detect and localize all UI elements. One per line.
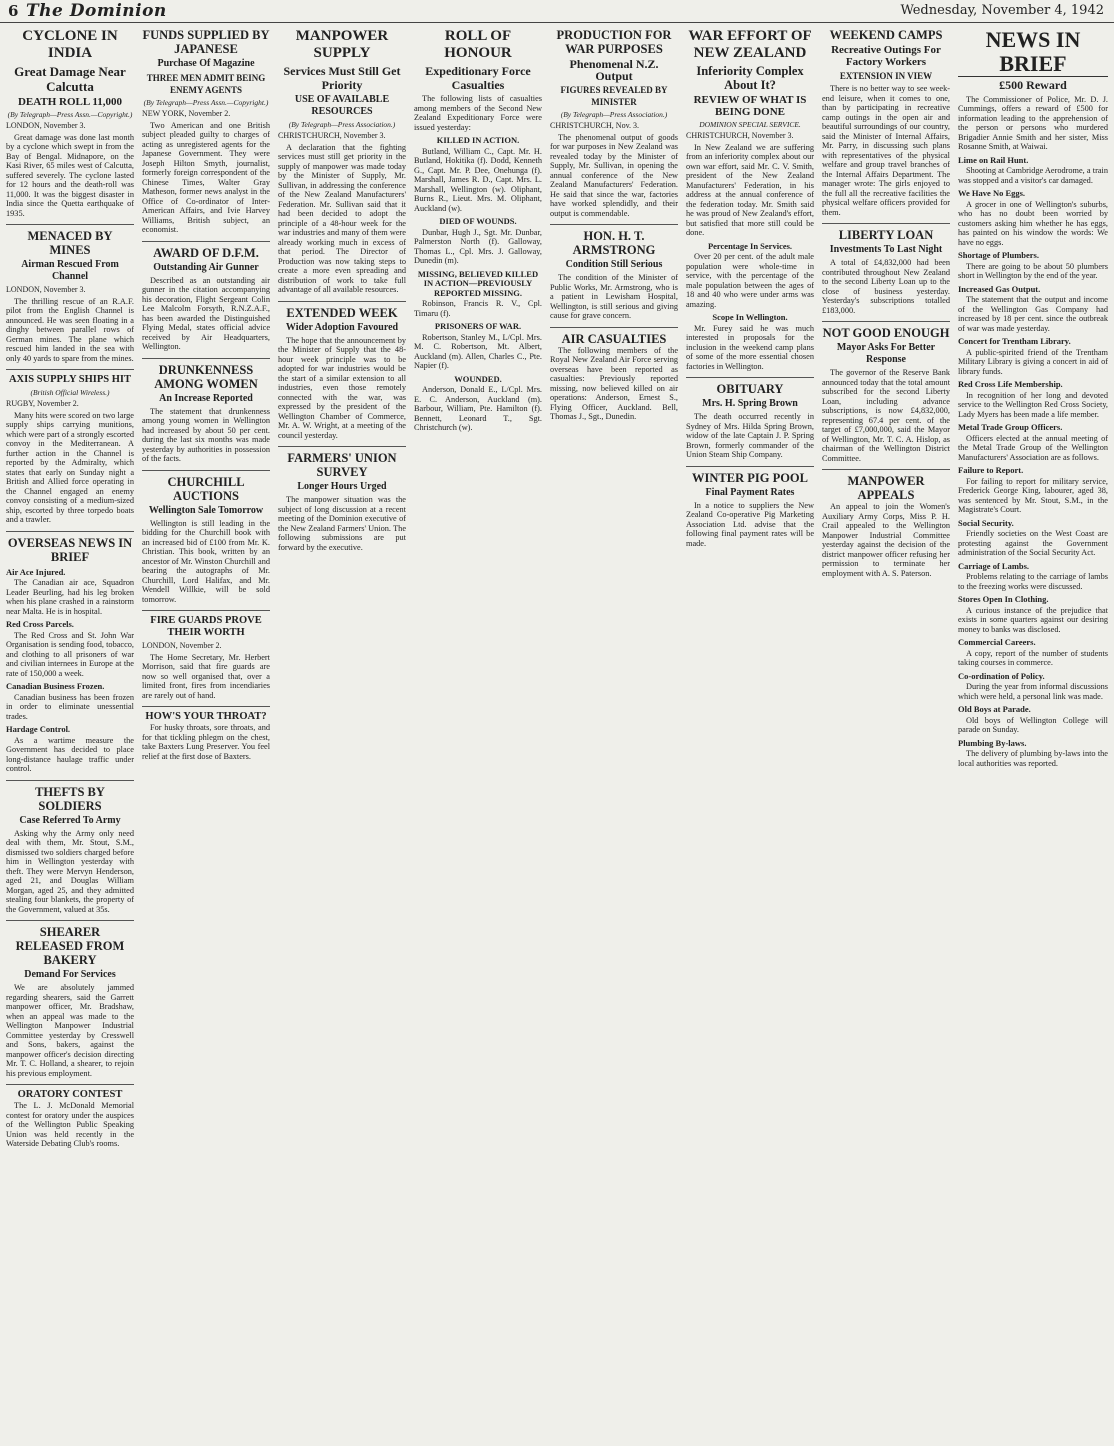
headline: WEEKEND CAMPS: [829, 28, 943, 42]
headline: MANPOWER APPEALS: [847, 474, 925, 502]
headline: SHEARER RELEASED FROM BAKERY: [15, 925, 125, 967]
article-body: Problems relating to the carriage of lambs to the freezing works were discussed.: [958, 572, 1108, 591]
headline: LIBERTY LOAN: [838, 228, 934, 242]
article-body: The thrilling rescue of an R.A.F. pilot from the English Channel is announced. He was seen floating in a dinghy between parallel rows of German mines. The plane which rescued him landed in the sea with only 40 yards to spare from the mines.: [6, 296, 134, 363]
article-body: There are going to be about 50 plumbers short in Wellington by the end of the year.: [958, 261, 1108, 280]
issue-date: Wednesday, November 4, 1942: [900, 3, 1104, 18]
subhead: Social Security.: [958, 517, 1014, 528]
headline: NOT GOOD ENOUGH: [822, 326, 950, 340]
byline: (British Official Wireless.): [30, 388, 110, 397]
article-body: The Canadian air ace, Squadron Leader Beurling, had his leg broken when his plane crashed in a rainstorm near Malta. He is in hospital.: [6, 578, 134, 616]
paper-name: The Dominion: [26, 1, 167, 21]
article-body: The Commissioner of Police, Mr. D. J. Cummings, offers a reward of £500 for information leading to the apprehension of the person or persons who murdered Brigadier Annie Smith and her sister, Miss Rosanne Smith, at Waiwai.: [958, 94, 1108, 151]
article-body: The L. J. McDonald Memorial contest for oratory under the auspices of the Wellington Public Speaking Union was held recently in the Waterside Debating Club's rooms.: [6, 1101, 134, 1148]
news-in-brief-title: NEWS IN BRIEF: [958, 28, 1108, 77]
headline: FIRE GUARDS PROVE THEIR WORTH: [150, 615, 262, 638]
deck: Great Damage Near Calcutta: [14, 64, 126, 94]
headline: THEFTS BY SOLDIERS: [35, 784, 105, 813]
deck: Airman Rescued From Channel: [21, 259, 119, 282]
article-body: The death occurred recently in Sydney of Mrs. Hilda Spring Brown, widow of the late Captain J. P. Spring Brown, formerly commander of the Union Steam Ship Company.: [686, 412, 814, 459]
subhead: MISSING, BELIEVED KILLED IN ACTION—PREVIOUSLY REPORTED MISSING.: [417, 268, 539, 298]
headline: ROLL OF HONOUR: [444, 28, 512, 61]
article-body: For failing to report for military service, Frederick George King, labourer, aged 38, was sentenced by Mr. Stout, S.M., in the Magistrate's Court.: [958, 476, 1108, 514]
deck: Purchase Of Magazine: [157, 58, 255, 69]
subhead: Percentage In Services.: [707, 240, 793, 251]
deck: USE OF AVAILABLE RESOURCES: [294, 94, 390, 117]
article-body: Canadian business has been frozen in order to eliminate unessential trades.: [6, 692, 134, 721]
article-body: In New Zealand we are suffering from an inferiority complex about our own war effort, said Mr. C. V. Smith, president of the New Zealand Manufacturers' Federation, in his address at the annual conference of the federation today. Mr. Smith said he was proud of New Zealand's effort, but satisfied that more still could be done.: [686, 142, 814, 237]
dateline: NEW YORK, November 2.: [142, 109, 231, 118]
dateline: CHRISTCHURCH, Nov. 3.: [550, 121, 640, 130]
subhead: Plumbing By-laws.: [958, 737, 1027, 748]
article-body: Many hits were scored on two large supply ships carrying munitions, which were part of a strongly escorted convoy in the Mediterranean. A further action in the Channel is reported by the Admiralty, which states that early on Sunday night a British and Allied force operating in the Channel engaged an enemy convoy consisting of a medium-sized ship, escorted by three torpedo boats and a trawler.: [6, 410, 134, 524]
headline: FUNDS SUPPLIED BY JAPANESE: [142, 28, 270, 56]
headline: HOW'S YOUR THROAT?: [145, 711, 267, 722]
byline: DOMINION SPECIAL SERVICE.: [699, 120, 801, 129]
article-body: Robinson, Francis R. V., Cpl. Timaru (f).: [414, 299, 542, 318]
subhead: Red Cross Parcels.: [6, 619, 74, 629]
subhead: Concert for Trentham Library.: [958, 336, 1071, 346]
deck: EXTENSION IN VIEW: [839, 71, 933, 81]
deck: Recreative Outings For Factory Workers: [831, 44, 941, 68]
deck: Expeditionary Force Casualties: [425, 64, 531, 92]
deck: Services Must Still Get Priority: [283, 64, 401, 92]
article-body: There is no better way to see week-end leisure, when it comes to one, than by participating in recreative camp outings in the open air and beautiful surroundings of our country, said the Minister of Internal Affairs, Mr. Parry, in discussing such plans with representatives of the physical welfare and group travel branches of the Internal Affairs Department. The manager wrote: The girls enjoyed to the full all the recreative facilities the physical welfare officers provided for them.: [822, 84, 950, 217]
subhead: Increased Gas Output.: [958, 283, 1041, 294]
article-body: Anderson, Donald E., L/Cpl. Mrs. E. C. Anderson, Auckland (m). Barbour, William, Pte. Hamilton (f). Bennett, Leonard T., Sgt. Christchurch (w).: [414, 385, 542, 432]
byline: (By Telegraph—Press Assn.—Copyright.): [7, 110, 133, 119]
article-body: A declaration that the fighting services must still get priority in the supply of manpower was made today by the Minister of Supply, Mr. Sullivan, in addressing the conference of the New Zealand Manufacturers' Federation. Mr. Sullivan said that it had been decided to adopt the principle of a 48-hour week for the war industries and many of them were already working much in excess of that period. The Director of Production was now taking steps to create a more even spreading and distribution of work to take full advantage of all available resources.: [278, 142, 406, 294]
article-body: A total of £4,832,000 had been contributed throughout New Zealand to the second Liberty Loan up to the close of business yesterday. Yesterday's subscriptions totalled £183,000.: [822, 258, 950, 315]
article-body: Asking why the Army only need deal with them, Mr. Stout, S.M., dismissed two soldiers charged before him in Wellington yesterday with theft. They were Mervyn Henderson, aged 21, and Douglas William Morgan, aged 25, and they admitted stealing four blankets, the property of the Government, valued at 35s.: [6, 828, 134, 914]
article-body: The following members of the Royal New Zealand Air Force serving overseas have been reported as casualties: Previously reported missing, now believed killed on air operations: Anderson, Ernest S., Flying Officer, Auckland. Bell, Thomas J., Sgt., Dunedin.: [550, 345, 678, 421]
deck: Wider Adoption Favoured: [285, 321, 399, 333]
article-body: The delivery of plumbing by-laws into the local authorities was reported.: [958, 749, 1108, 768]
article-body: The hope that the announcement by the Minister of Supply that the 48-hour week principle was to be adopted for war industries would be the start of a similar extension to all industries, even those remotely connected with the war, was expressed by the president of the Wellington Chamber of Commerce, Mr. A. W. Wright, at a meeting of the council yesterday.: [278, 335, 406, 440]
subhead: Commercial Careers.: [958, 637, 1036, 647]
subhead: Scope In Wellington.: [712, 312, 788, 322]
deck: Condition Still Serious: [565, 259, 663, 270]
deck: Outstanding Air Gunner: [153, 261, 259, 273]
deck: THREE MEN ADMIT BEING ENEMY AGENTS: [146, 73, 266, 95]
article-body: A copy, report of the number of students taking courses in commerce.: [958, 648, 1108, 667]
column-5: [550, 28, 678, 1440]
headline: OVERSEAS NEWS IN BRIEF: [7, 535, 133, 564]
article-body: Robertson, Stanley M., L/Cpl. Mrs. M. C. Robertson, Mt. Albert, Auckland (m). Allen, Charles C., Pte. Napier (f).: [414, 332, 542, 370]
deck: Demand For Services: [24, 969, 116, 980]
article-body: Dunbar, Hugh J., Sgt. Mr. Dunbar, Palmerston North (f). Galloway, Thomas L., Cpl. Mrs. J. Galloway, Dunedin (m).: [414, 227, 542, 265]
subhead: Air Ace Injured.: [6, 566, 66, 577]
byline: (By Telegraph—Press Assn.—Copyright.): [143, 98, 269, 107]
headline: MANPOWER SUPPLY: [295, 28, 389, 61]
subhead: Failure to Report.: [958, 465, 1024, 475]
article-body: Wellington is still leading in the bidding for the Churchill book with an increased bid of £100 from Mr. K. Christian. This book, written by an ancestor of Mr. Winston Churchill and bearing the autographs of Mr. Churchill, Lord Halifax, and Mr. Wendell Willkie, will be sold tomorrow.: [142, 518, 270, 604]
page-number: 6: [8, 2, 19, 20]
article-body: Great damage was done last month by a cyclone which swept in from the Bay of Bengal. Midnapore, on the Kasi River, 65 miles west of Calcutta, suffered severely. The cyclone lasted for 12 hours and the death-roll was 11,000. It was the biggest disaster in India since the Quetta earthquake of 1935.: [6, 132, 134, 218]
deck: FIGURES REVEALED BY MINISTER: [560, 85, 668, 107]
headline: ORATORY CONTEST: [17, 1089, 123, 1100]
column-2: [142, 28, 270, 1440]
article-body: In a notice to suppliers the New Zealand Co-operative Pig Marketing Association Ltd. advise that the following final payment rates will be made.: [686, 500, 814, 548]
headline: DRUNKENNESS AMONG WOMEN: [154, 362, 258, 391]
dateline: RUGBY, November 2.: [6, 399, 79, 408]
deck: Longer Hours Urged: [297, 481, 387, 492]
deck: Final Payment Rates: [705, 486, 795, 498]
subhead: Stores Open In Clothing.: [958, 594, 1049, 604]
dateline: CHRISTCHURCH, November 3.: [278, 131, 386, 140]
article-body: The phenomenal output of goods for war purposes in New Zealand was revealed today by the Minister of Supply, Mr. Sullivan, in opening the annual conference of the New Zealand Manufacturers' Federation. He said that since the war, factories have worked splendidly, and their output is commendable.: [550, 132, 678, 218]
article-body: An appeal to join the Women's Auxiliary Army Corps, Miss P. H. Crail appealed to the Wellington Manpower Industrial Committee yesterday against the decision of the district manpower officer refusing her permission to terminate her employment with A. S. Paterson.: [822, 502, 950, 578]
article-body: A grocer in one of Wellington's suburbs, who has no doubt been worried by customers asking him whether he has eggs, has painted on his window the words: We have no eggs.: [958, 199, 1108, 247]
article-body: The statement that the output and income of the Wellington Gas Company had increased by 18 per cent. since the outbreak of war was made yesterday.: [958, 295, 1108, 333]
byline: (By Telegraph—Press Association.): [288, 120, 396, 129]
article-body: Friendly societies on the West Coast are protesting against the Government administration of the Social Security Act.: [958, 529, 1108, 557]
column-8: [958, 28, 1108, 1440]
column-6: [686, 28, 814, 1440]
headline: CYCLONE IN INDIA: [22, 28, 118, 61]
dateline: LONDON, November 3.: [6, 121, 86, 130]
headline: MENACED BY MINES: [27, 229, 113, 257]
headline: PRODUCTION FOR WAR PURPOSES: [556, 28, 672, 56]
headline: AXIS SUPPLY SHIPS HIT: [8, 374, 132, 385]
headline: HON. H. T. ARMSTRONG: [572, 229, 656, 257]
subhead: DIED OF WOUNDS.: [439, 216, 517, 226]
subhead: Carriage of Lambs.: [958, 560, 1030, 571]
subhead: Co-ordination of Policy.: [958, 670, 1045, 681]
headline: AIR CASUALTIES: [561, 331, 667, 346]
subhead: Lime on Rail Hunt.: [958, 154, 1029, 165]
deck: Mayor Asks For Better Response: [836, 342, 936, 365]
subhead: Metal Trade Group Officers.: [958, 422, 1063, 432]
subhead: Hardage Control.: [6, 724, 71, 734]
headline: AWARD OF D.F.M.: [153, 245, 259, 260]
article-body: In recognition of her long and devoted service to the Wellington Red Cross Society, Lady Myers has been made a life member.: [958, 390, 1108, 419]
article-body: The condition of the Minister of Public Works, Mr. Armstrong, who is a patient in Lewisham Hospital, Wellington, is still serious and giving cause for grave concern.: [550, 273, 678, 320]
article-body: Shooting at Cambridge Aerodrome, a train was stopped and a visitor's car damaged.: [958, 166, 1108, 185]
headline: CHURCHILL AUCTIONS: [167, 474, 245, 503]
article-body: For husky throats, sore throats, and for that tickling phlegm on the chest, take Baxters Lung Preserver. You feel relief at the first dose of Baxters.: [142, 723, 270, 761]
deck: An Increase Reported: [159, 392, 253, 404]
deck: REVIEW OF WHAT IS BEING DONE: [693, 94, 807, 118]
article-body: A curious instance of the prejudice that exists in some quarters against our desiring money to banks was disclosed.: [958, 605, 1108, 634]
deck: Wellington Sale Tomorrow: [148, 504, 264, 516]
subhead: Canadian Business Frozen.: [6, 681, 105, 691]
article-body: Two American and one British subject pleaded guilty to charges of acting as unregistered agents for the Japanese Government. They were Joseph Hilton Smyth, journalist, formerly foreign correspondent of the Chinese Times, Walter Gray Matheson, former news analyst in the Office of Co-ordinator of Inter-American Affairs, and Ivie Harvey Williams, British subject, an economist.: [142, 120, 270, 234]
deck: Case Referred To Army: [19, 814, 121, 826]
article-body: During the year from informal discussions which were held, a personal link was made.: [958, 682, 1108, 701]
deck: Investments To Last Night: [829, 244, 943, 255]
article-body: The following lists of casualties among members of the Second New Zealand Expeditionary Force were issued yesterday:: [414, 94, 542, 132]
column-7: [822, 28, 950, 1440]
deck: Mrs. H. Spring Brown: [702, 398, 798, 409]
subhead: Old Boys at Parade.: [958, 704, 1031, 714]
article-body: A public-spirited friend of the Trentham Military Library is giving a concert in aid of library funds.: [958, 347, 1108, 376]
deck: DEATH ROLL 11,000: [17, 96, 122, 108]
deck: Phenomenal N.Z. Output: [569, 57, 659, 83]
masthead: [0, 0, 1114, 23]
headline: WAR EFFORT OF NEW ZEALAND: [688, 28, 812, 61]
article-body: Mr. Furey said he was much interested in proposals for the inclusion in the weekend camp plans of some of the more essential chosen factories in Wellington.: [686, 323, 814, 371]
article-body: The statement that drunkenness among young women in Wellington had increased by about 50 per cent. during the last six months was made yesterday by authorities in possession of the facts.: [142, 406, 270, 463]
article-body: Officers elected at the annual meeting of the Metal Trade Group of the Wellington Manufacturers' Association are as follows.: [958, 433, 1108, 462]
article-body: Old boys of Wellington College will parade on Sunday.: [958, 715, 1108, 734]
article-body: As a wartime measure the Government has decided to place long-distance haulage traffic under control.: [6, 735, 134, 773]
subhead: We Have No Eggs.: [958, 188, 1026, 198]
subhead: Red Cross Life Membership.: [958, 379, 1063, 389]
column-3: [278, 28, 406, 1440]
article-body: Over 20 per cent. of the adult male population were whole-time in service, with the percentage of the male population between the ages of 18 and 40 who were under arms was amazing.: [686, 252, 814, 309]
column-4: [414, 28, 542, 1440]
article-body: We are absolutely jammed regarding shearers, said the Garrett manpower officer, Mr. Bradshaw, when an appeal was made to the Wellington Manpower Industrial Committee yesterday by Cresswell and Sons, bakers, against the manpower officer's decision directing Mr. T. C. Holland, a shearer, to rejoin his previous employment.: [6, 983, 134, 1078]
dateline: LONDON, November 2.: [142, 641, 222, 650]
article-body: The governor of the Reserve Bank announced today that the total amount subscribed for the second Liberty Loan, including advance subscriptions, is now £4,832,000, representing 67.4 per cent. of the target of £7,000,000, said the Mayor of Wellington, Mr. T. C. A. Hislop, as chairman of the Wellington District Committee.: [822, 368, 950, 463]
article-body: The manpower situation was the subject of long discussion at a recent meeting of the Dominion executive of the New Zealand Farmers' Union. The following submissions are put forward by the executive.: [278, 495, 406, 552]
headline: EXTENDED WEEK: [286, 305, 398, 320]
deck: Inferiority Complex About It?: [696, 64, 804, 92]
subhead: KILLED IN ACTION.: [436, 135, 520, 145]
article-body: The Red Cross and St. John War Organisation is sending food, tobacco, and clothing to all prisoners of war and civilian internees in Europe at the rate of 150,000 a week.: [6, 630, 134, 678]
article-body: The Home Secretary, Mr. Herbert Morrison, said that fire guards are now so well organised that, over a limited front, fires from incendiaries are rarely out of hand.: [142, 652, 270, 700]
headline: WINTER PIG POOL: [692, 470, 808, 485]
subhead: Shortage of Plumbers.: [958, 250, 1039, 260]
headline: FARMERS' UNION SURVEY: [287, 451, 397, 479]
subhead: PRISONERS OF WAR.: [434, 321, 522, 331]
byline: (By Telegraph—Press Association.): [560, 110, 668, 119]
dateline: LONDON, November 3.: [6, 285, 86, 294]
article-body: Butland, William C., Capt. Mr. H. Butland, Hokitika (f). Dodd, Kenneth G., Capt. Mr. P. Dee, Onehunga (f). Marshall, James R. D., Capt. Mrs. L. Marshall, Wellington (w). Oliphant, Burns R., Lieut. Mrs. M. Oliphant, Auckland (w).: [414, 146, 542, 213]
dateline: CHRISTCHURCH, November 3.: [686, 131, 794, 140]
subhead: WOUNDED.: [454, 373, 502, 384]
article-body: Described as an outstanding air gunner in the citation accompanying his decoration, Flight Sergeant Colin Lee Malcolm Forsyth, R.N.Z.A.F., has been awarded the Distinguished Flying Medal, states official advice received by Air Headquarters, Wellington.: [142, 275, 270, 351]
deck: £500 Reward: [999, 78, 1067, 92]
column-1: [6, 28, 134, 1440]
headline: OBITUARY: [716, 382, 784, 396]
